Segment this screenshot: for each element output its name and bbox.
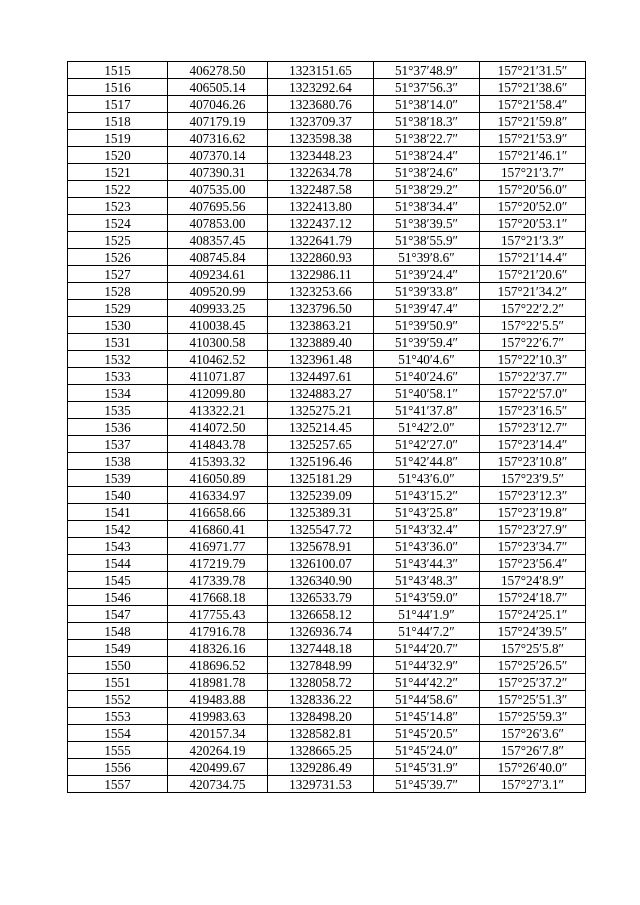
table-row — [68, 249, 586, 266]
x-coordinate-cell: 420734.75 — [168, 776, 268, 793]
x-coordinate-cell: 406278.50 — [168, 62, 268, 79]
y-coordinate-cell: 1322641.79 — [268, 232, 374, 249]
x-coordinate-cell: 407535.00 — [168, 181, 268, 198]
y-coordinate-cell: 1326340.90 — [268, 572, 374, 589]
longitude-cell: 157°21′3.7″ — [480, 164, 586, 181]
x-coordinate-cell: 407695.56 — [168, 198, 268, 215]
point-number-cell: 1533 — [68, 368, 168, 385]
latitude-cell: 51°38′29.2″ — [374, 181, 480, 198]
y-coordinate-cell: 1322634.78 — [268, 164, 374, 181]
x-coordinate-cell: 417916.78 — [168, 623, 268, 640]
y-coordinate-cell: 1323889.40 — [268, 334, 374, 351]
table-row — [68, 283, 586, 300]
longitude-cell: 157°25′26.5″ — [480, 657, 586, 674]
table-row — [68, 521, 586, 538]
latitude-cell: 51°44′1.9″ — [374, 606, 480, 623]
y-coordinate-cell: 1323961.48 — [268, 351, 374, 368]
x-coordinate-cell: 406505.14 — [168, 79, 268, 96]
point-number-cell: 1522 — [68, 181, 168, 198]
point-number-cell: 1524 — [68, 215, 168, 232]
point-number-cell: 1545 — [68, 572, 168, 589]
table-row — [68, 572, 586, 589]
longitude-cell: 157°22′57.0″ — [480, 385, 586, 402]
point-number-cell: 1551 — [68, 674, 168, 691]
latitude-cell: 51°43′59.0″ — [374, 589, 480, 606]
y-coordinate-cell: 1328058.72 — [268, 674, 374, 691]
latitude-cell: 51°42′27.0″ — [374, 436, 480, 453]
y-coordinate-cell: 1329731.53 — [268, 776, 374, 793]
longitude-cell: 157°24′39.5″ — [480, 623, 586, 640]
longitude-cell: 157°21′59.8″ — [480, 113, 586, 130]
point-number-cell: 1537 — [68, 436, 168, 453]
longitude-cell: 157°23′16.5″ — [480, 402, 586, 419]
point-number-cell: 1520 — [68, 147, 168, 164]
y-coordinate-cell: 1323598.38 — [268, 130, 374, 147]
y-coordinate-cell: 1325678.91 — [268, 538, 374, 555]
longitude-cell: 157°23′12.7″ — [480, 419, 586, 436]
latitude-cell: 51°43′15.2″ — [374, 487, 480, 504]
longitude-cell: 157°26′7.8″ — [480, 742, 586, 759]
y-coordinate-cell: 1329286.49 — [268, 759, 374, 776]
table-row — [68, 538, 586, 555]
point-number-cell: 1557 — [68, 776, 168, 793]
table-row — [68, 470, 586, 487]
table-row — [68, 657, 586, 674]
latitude-cell: 51°40′24.6″ — [374, 368, 480, 385]
point-number-cell: 1540 — [68, 487, 168, 504]
x-coordinate-cell: 409234.61 — [168, 266, 268, 283]
point-number-cell: 1552 — [68, 691, 168, 708]
x-coordinate-cell: 416334.97 — [168, 487, 268, 504]
x-coordinate-cell: 418326.16 — [168, 640, 268, 657]
point-number-cell: 1528 — [68, 283, 168, 300]
y-coordinate-cell: 1328336.22 — [268, 691, 374, 708]
latitude-cell: 51°37′48.9″ — [374, 62, 480, 79]
latitude-cell: 51°43′36.0″ — [374, 538, 480, 555]
longitude-cell: 157°23′19.8″ — [480, 504, 586, 521]
table-row — [68, 402, 586, 419]
x-coordinate-cell: 420499.67 — [168, 759, 268, 776]
point-number-cell: 1527 — [68, 266, 168, 283]
table-row — [68, 674, 586, 691]
x-coordinate-cell: 410300.58 — [168, 334, 268, 351]
table-row — [68, 147, 586, 164]
latitude-cell: 51°40′4.6″ — [374, 351, 480, 368]
latitude-cell: 51°43′44.3″ — [374, 555, 480, 572]
latitude-cell: 51°41′37.8″ — [374, 402, 480, 419]
y-coordinate-cell: 1325547.72 — [268, 521, 374, 538]
table-row — [68, 487, 586, 504]
table-row — [68, 708, 586, 725]
latitude-cell: 51°45′24.0″ — [374, 742, 480, 759]
point-number-cell: 1532 — [68, 351, 168, 368]
latitude-cell: 51°39′24.4″ — [374, 266, 480, 283]
longitude-cell: 157°24′25.1″ — [480, 606, 586, 623]
table-row — [68, 419, 586, 436]
y-coordinate-cell: 1328665.25 — [268, 742, 374, 759]
longitude-cell: 157°21′3.3″ — [480, 232, 586, 249]
longitude-cell: 157°25′51.3″ — [480, 691, 586, 708]
latitude-cell: 51°44′42.2″ — [374, 674, 480, 691]
y-coordinate-cell: 1322413.80 — [268, 198, 374, 215]
x-coordinate-cell: 420157.34 — [168, 725, 268, 742]
point-number-cell: 1548 — [68, 623, 168, 640]
latitude-cell: 51°38′14.0″ — [374, 96, 480, 113]
longitude-cell: 157°24′18.7″ — [480, 589, 586, 606]
longitude-cell: 157°21′14.4″ — [480, 249, 586, 266]
y-coordinate-cell: 1325389.31 — [268, 504, 374, 521]
latitude-cell: 51°39′8.6″ — [374, 249, 480, 266]
x-coordinate-cell: 417668.18 — [168, 589, 268, 606]
table-row — [68, 453, 586, 470]
x-coordinate-cell: 413322.21 — [168, 402, 268, 419]
longitude-cell: 157°23′27.9″ — [480, 521, 586, 538]
x-coordinate-cell: 419983.63 — [168, 708, 268, 725]
x-coordinate-cell: 410462.52 — [168, 351, 268, 368]
point-number-cell: 1543 — [68, 538, 168, 555]
y-coordinate-cell: 1325196.46 — [268, 453, 374, 470]
y-coordinate-cell: 1326100.07 — [268, 555, 374, 572]
point-number-cell: 1549 — [68, 640, 168, 657]
x-coordinate-cell: 407370.14 — [168, 147, 268, 164]
table-row — [68, 640, 586, 657]
longitude-cell: 157°23′14.4″ — [480, 436, 586, 453]
table-row — [68, 742, 586, 759]
point-number-cell: 1546 — [68, 589, 168, 606]
point-number-cell: 1535 — [68, 402, 168, 419]
y-coordinate-cell: 1323448.23 — [268, 147, 374, 164]
y-coordinate-cell: 1323292.64 — [268, 79, 374, 96]
latitude-cell: 51°44′58.6″ — [374, 691, 480, 708]
point-number-cell: 1553 — [68, 708, 168, 725]
y-coordinate-cell: 1325275.21 — [268, 402, 374, 419]
x-coordinate-cell: 407179.19 — [168, 113, 268, 130]
x-coordinate-cell: 420264.19 — [168, 742, 268, 759]
y-coordinate-cell: 1325181.29 — [268, 470, 374, 487]
coordinate-table — [67, 61, 586, 793]
longitude-cell: 157°23′56.4″ — [480, 555, 586, 572]
longitude-cell: 157°22′6.7″ — [480, 334, 586, 351]
y-coordinate-cell: 1323709.37 — [268, 113, 374, 130]
y-coordinate-cell: 1323253.66 — [268, 283, 374, 300]
latitude-cell: 51°38′24.4″ — [374, 147, 480, 164]
y-coordinate-cell: 1324883.27 — [268, 385, 374, 402]
y-coordinate-cell: 1323151.65 — [268, 62, 374, 79]
longitude-cell: 157°20′53.1″ — [480, 215, 586, 232]
x-coordinate-cell: 409520.99 — [168, 283, 268, 300]
latitude-cell: 51°38′55.9″ — [374, 232, 480, 249]
longitude-cell: 157°23′34.7″ — [480, 538, 586, 555]
longitude-cell: 157°21′34.2″ — [480, 283, 586, 300]
y-coordinate-cell: 1322986.11 — [268, 266, 374, 283]
latitude-cell: 51°39′47.4″ — [374, 300, 480, 317]
point-number-cell: 1521 — [68, 164, 168, 181]
x-coordinate-cell: 407316.62 — [168, 130, 268, 147]
x-coordinate-cell: 408745.84 — [168, 249, 268, 266]
longitude-cell: 157°21′46.1″ — [480, 147, 586, 164]
longitude-cell: 157°25′5.8″ — [480, 640, 586, 657]
y-coordinate-cell: 1325257.65 — [268, 436, 374, 453]
latitude-cell: 51°45′14.8″ — [374, 708, 480, 725]
x-coordinate-cell: 410038.45 — [168, 317, 268, 334]
x-coordinate-cell: 416971.77 — [168, 538, 268, 555]
table-row — [68, 385, 586, 402]
table-row — [68, 96, 586, 113]
point-number-cell: 1519 — [68, 130, 168, 147]
longitude-cell: 157°23′9.5″ — [480, 470, 586, 487]
x-coordinate-cell: 417339.78 — [168, 572, 268, 589]
table-row — [68, 300, 586, 317]
point-number-cell: 1515 — [68, 62, 168, 79]
point-number-cell: 1539 — [68, 470, 168, 487]
table-row — [68, 181, 586, 198]
longitude-cell: 157°21′38.6″ — [480, 79, 586, 96]
table-row — [68, 266, 586, 283]
table-row — [68, 589, 586, 606]
point-number-cell: 1556 — [68, 759, 168, 776]
longitude-cell: 157°22′37.7″ — [480, 368, 586, 385]
x-coordinate-cell: 407390.31 — [168, 164, 268, 181]
x-coordinate-cell: 407046.26 — [168, 96, 268, 113]
longitude-cell: 157°26′3.6″ — [480, 725, 586, 742]
longitude-cell: 157°26′40.0″ — [480, 759, 586, 776]
longitude-cell: 157°21′31.5″ — [480, 62, 586, 79]
latitude-cell: 51°39′33.8″ — [374, 283, 480, 300]
latitude-cell: 51°38′39.5″ — [374, 215, 480, 232]
latitude-cell: 51°38′34.4″ — [374, 198, 480, 215]
longitude-cell: 157°20′52.0″ — [480, 198, 586, 215]
longitude-cell: 157°25′59.3″ — [480, 708, 586, 725]
table-row — [68, 776, 586, 793]
point-number-cell: 1516 — [68, 79, 168, 96]
x-coordinate-cell: 415393.32 — [168, 453, 268, 470]
latitude-cell: 51°44′20.7″ — [374, 640, 480, 657]
table-row — [68, 130, 586, 147]
x-coordinate-cell: 417219.79 — [168, 555, 268, 572]
y-coordinate-cell: 1326533.79 — [268, 589, 374, 606]
latitude-cell: 51°45′20.5″ — [374, 725, 480, 742]
x-coordinate-cell: 408357.45 — [168, 232, 268, 249]
latitude-cell: 51°42′2.0″ — [374, 419, 480, 436]
point-number-cell: 1534 — [68, 385, 168, 402]
x-coordinate-cell: 419483.88 — [168, 691, 268, 708]
y-coordinate-cell: 1327448.18 — [268, 640, 374, 657]
longitude-cell: 157°22′5.5″ — [480, 317, 586, 334]
table-row — [68, 606, 586, 623]
table-row — [68, 215, 586, 232]
y-coordinate-cell: 1325239.09 — [268, 487, 374, 504]
x-coordinate-cell: 414072.50 — [168, 419, 268, 436]
point-number-cell: 1547 — [68, 606, 168, 623]
y-coordinate-cell: 1328582.81 — [268, 725, 374, 742]
table-row — [68, 113, 586, 130]
table-row — [68, 232, 586, 249]
x-coordinate-cell: 407853.00 — [168, 215, 268, 232]
latitude-cell: 51°37′56.3″ — [374, 79, 480, 96]
y-coordinate-cell: 1322487.58 — [268, 181, 374, 198]
x-coordinate-cell: 416860.41 — [168, 521, 268, 538]
longitude-cell: 157°24′8.9″ — [480, 572, 586, 589]
latitude-cell: 51°39′50.9″ — [374, 317, 480, 334]
y-coordinate-cell: 1322860.93 — [268, 249, 374, 266]
y-coordinate-cell: 1323680.76 — [268, 96, 374, 113]
point-number-cell: 1531 — [68, 334, 168, 351]
y-coordinate-cell: 1325214.45 — [268, 419, 374, 436]
y-coordinate-cell: 1323863.21 — [268, 317, 374, 334]
latitude-cell: 51°38′22.7″ — [374, 130, 480, 147]
y-coordinate-cell: 1327848.99 — [268, 657, 374, 674]
table-row — [68, 368, 586, 385]
table-row — [68, 555, 586, 572]
longitude-cell: 157°20′56.0″ — [480, 181, 586, 198]
longitude-cell: 157°22′2.2″ — [480, 300, 586, 317]
longitude-cell: 157°22′10.3″ — [480, 351, 586, 368]
table-row — [68, 623, 586, 640]
longitude-cell: 157°23′10.8″ — [480, 453, 586, 470]
point-number-cell: 1523 — [68, 198, 168, 215]
x-coordinate-cell: 418981.78 — [168, 674, 268, 691]
table-row — [68, 198, 586, 215]
point-number-cell: 1525 — [68, 232, 168, 249]
point-number-cell: 1542 — [68, 521, 168, 538]
table-row — [68, 317, 586, 334]
latitude-cell: 51°42′44.8″ — [374, 453, 480, 470]
latitude-cell: 51°44′7.2″ — [374, 623, 480, 640]
x-coordinate-cell: 412099.80 — [168, 385, 268, 402]
longitude-cell: 157°25′37.2″ — [480, 674, 586, 691]
point-number-cell: 1544 — [68, 555, 168, 572]
table-row — [68, 62, 586, 79]
point-number-cell: 1518 — [68, 113, 168, 130]
latitude-cell: 51°38′18.3″ — [374, 113, 480, 130]
point-number-cell: 1555 — [68, 742, 168, 759]
longitude-cell: 157°27′3.1″ — [480, 776, 586, 793]
y-coordinate-cell: 1323796.50 — [268, 300, 374, 317]
latitude-cell: 51°43′6.0″ — [374, 470, 480, 487]
longitude-cell: 157°21′53.9″ — [480, 130, 586, 147]
table-row — [68, 504, 586, 521]
point-number-cell: 1536 — [68, 419, 168, 436]
y-coordinate-cell: 1324497.61 — [268, 368, 374, 385]
point-number-cell: 1541 — [68, 504, 168, 521]
y-coordinate-cell: 1326658.12 — [268, 606, 374, 623]
table-row — [68, 725, 586, 742]
table-row — [68, 759, 586, 776]
y-coordinate-cell: 1328498.20 — [268, 708, 374, 725]
latitude-cell: 51°39′59.4″ — [374, 334, 480, 351]
latitude-cell: 51°43′32.4″ — [374, 521, 480, 538]
point-number-cell: 1554 — [68, 725, 168, 742]
x-coordinate-cell: 417755.43 — [168, 606, 268, 623]
longitude-cell: 157°23′12.3″ — [480, 487, 586, 504]
point-number-cell: 1526 — [68, 249, 168, 266]
x-coordinate-cell: 418696.52 — [168, 657, 268, 674]
latitude-cell: 51°38′24.6″ — [374, 164, 480, 181]
latitude-cell: 51°43′48.3″ — [374, 572, 480, 589]
x-coordinate-cell: 411071.87 — [168, 368, 268, 385]
point-number-cell: 1517 — [68, 96, 168, 113]
x-coordinate-cell: 416050.89 — [168, 470, 268, 487]
table-row — [68, 334, 586, 351]
y-coordinate-cell: 1326936.74 — [268, 623, 374, 640]
table-row — [68, 79, 586, 96]
coordinate-table-body — [68, 62, 586, 793]
latitude-cell: 51°40′58.1″ — [374, 385, 480, 402]
table-row — [68, 691, 586, 708]
point-number-cell: 1529 — [68, 300, 168, 317]
point-number-cell: 1550 — [68, 657, 168, 674]
point-number-cell: 1530 — [68, 317, 168, 334]
latitude-cell: 51°44′32.9″ — [374, 657, 480, 674]
table-row — [68, 436, 586, 453]
table-row — [68, 164, 586, 181]
longitude-cell: 157°21′20.6″ — [480, 266, 586, 283]
latitude-cell: 51°43′25.8″ — [374, 504, 480, 521]
x-coordinate-cell: 414843.78 — [168, 436, 268, 453]
latitude-cell: 51°45′39.7″ — [374, 776, 480, 793]
y-coordinate-cell: 1322437.12 — [268, 215, 374, 232]
longitude-cell: 157°21′58.4″ — [480, 96, 586, 113]
latitude-cell: 51°45′31.9″ — [374, 759, 480, 776]
table-row — [68, 351, 586, 368]
point-number-cell: 1538 — [68, 453, 168, 470]
x-coordinate-cell: 409933.25 — [168, 300, 268, 317]
x-coordinate-cell: 416658.66 — [168, 504, 268, 521]
